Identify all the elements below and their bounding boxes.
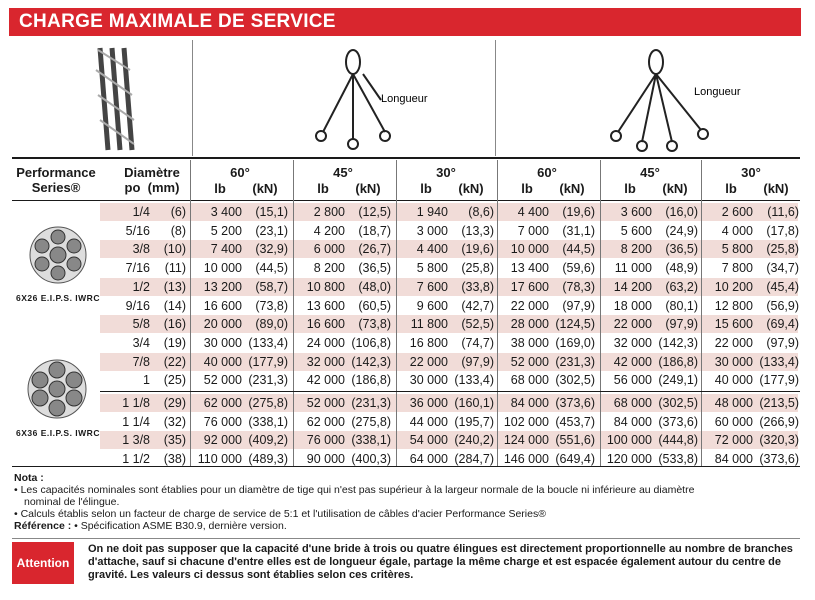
capacity-kn: (240,2)	[454, 433, 494, 448]
reference: Référence : • Spécification ASME B30.9, dernière version.	[14, 520, 287, 532]
diameter-mm: (10)	[163, 242, 186, 257]
sling-length-label-2: Longueur	[694, 86, 741, 98]
four-leg-sling-diagram	[496, 40, 802, 156]
capacity-kn: (23,1)	[255, 223, 288, 238]
capacity-kn: (48,0)	[358, 279, 391, 294]
capacity-kn: (44,5)	[562, 242, 595, 257]
capacity-kn: (74,7)	[461, 335, 494, 350]
attention-top-rule	[12, 538, 800, 539]
capacity-lb: 64 000	[409, 452, 448, 467]
capacity-lb: 4 200	[313, 223, 345, 238]
capacity-lb: 14 200	[613, 279, 652, 294]
angle-header: 60°	[230, 165, 250, 180]
capacity-kn: (177,9)	[759, 373, 799, 388]
capacity-lb: 22 000	[510, 298, 549, 313]
capacity-kn: (42,7)	[461, 298, 494, 313]
capacity-lb: 5 200	[210, 223, 242, 238]
capacity-kn: (11,6)	[767, 205, 799, 219]
wire-rope-icon	[12, 40, 192, 156]
capacity-kn: (400,3)	[351, 452, 391, 467]
capacity-kn: (231,3)	[555, 354, 595, 369]
capacity-lb: 38 000	[510, 335, 549, 350]
capacity-kn: (186,8)	[351, 373, 391, 388]
diameter-mm: (19)	[163, 335, 186, 350]
capacity-lb: 13 200	[203, 279, 242, 294]
capacity-kn: (213,5)	[759, 396, 799, 410]
diameter-po: 7/8	[132, 354, 150, 369]
capacity-kn: (97,9)	[766, 335, 799, 350]
angle-header: 45°	[333, 165, 353, 180]
capacity-lb: 11 800	[410, 317, 448, 332]
capacity-lb: 3 600	[620, 205, 652, 219]
capacity-kn: (15,1)	[255, 205, 288, 219]
capacity-lb: 52 000	[510, 354, 549, 369]
capacity-lb: 7 600	[416, 279, 448, 294]
capacity-kn: (36,5)	[358, 261, 391, 276]
capacity-lb: 16 600	[203, 298, 242, 313]
unit-kn-header: (kN)	[252, 181, 278, 196]
column-divider	[701, 160, 702, 466]
capacity-lb: 11 000	[614, 261, 652, 276]
angle-header: 30°	[436, 165, 456, 180]
diameter-header: Diamètre po (mm)	[124, 165, 180, 195]
cable-cross-section-icon	[28, 225, 88, 285]
capacity-kn: (302,5)	[555, 373, 595, 388]
diameter-po: 1 1/2	[122, 452, 150, 467]
capacity-lb: 8 200	[313, 261, 345, 276]
note-2: • Calculs établis selon un facteur de charge de service de 5:1 et l'utilisation de câbles d'acier Performance Series®	[14, 508, 546, 520]
capacity-lb: 62 000	[203, 396, 242, 410]
cable-6x26-label: 6X26 E.I.P.S. IWRC	[16, 293, 100, 303]
unit-lb-header: lb	[521, 181, 533, 196]
unit-lb-header: lb	[725, 181, 737, 196]
angle-header: 30°	[741, 165, 761, 180]
capacity-lb: 32 000	[613, 335, 652, 350]
capacity-lb: 10 800	[306, 279, 345, 294]
diameter-po: 1 3/8	[122, 433, 150, 448]
capacity-lb: 1 940	[416, 205, 448, 219]
capacity-lb: 68 000	[510, 373, 549, 388]
diameter-po: 5/8	[132, 317, 150, 332]
column-divider	[497, 160, 498, 466]
unit-kn-header: (kN)	[662, 181, 688, 196]
capacity-lb: 3 000	[416, 223, 448, 238]
capacity-lb: 22 000	[613, 317, 652, 332]
diameter-po: 9/16	[125, 298, 150, 313]
capacity-lb: 2 800	[313, 205, 345, 219]
capacity-kn: (551,6)	[555, 433, 595, 448]
capacity-kn: (73,8)	[358, 317, 391, 332]
capacity-lb: 120 000	[606, 452, 652, 467]
diameter-po: 1/2	[132, 279, 150, 294]
capacity-lb: 8 200	[620, 242, 652, 257]
capacity-kn: (26,7)	[358, 242, 391, 257]
capacity-lb: 76 000	[203, 414, 242, 429]
series-header: Performance Series®	[16, 165, 96, 195]
diameter-po: 7/16	[125, 261, 150, 276]
capacity-lb: 36 000	[409, 396, 448, 410]
diameter-mm: (14)	[163, 298, 186, 313]
capacity-lb: 12 800	[714, 298, 753, 313]
capacity-kn: (36,5)	[665, 242, 698, 257]
notes-heading: Nota :	[14, 472, 44, 484]
diameter-po: 1	[143, 373, 150, 388]
capacity-kn: (302,5)	[658, 396, 698, 410]
capacity-kn: (97,9)	[562, 298, 595, 313]
capacity-lb: 68 000	[613, 396, 652, 410]
capacity-kn: (195,7)	[454, 414, 494, 429]
diameter-mm: (38)	[163, 452, 186, 467]
diameter-mm: (22)	[163, 354, 186, 369]
diameter-po: 3/8	[132, 242, 150, 257]
diameter-mm: (29)	[163, 396, 186, 410]
sling-icon	[496, 40, 802, 156]
sling-length-label-1: Longueur	[381, 93, 428, 105]
unit-lb-header: lb	[624, 181, 636, 196]
capacity-kn: (338,1)	[248, 414, 288, 429]
capacity-lb: 9 600	[416, 298, 448, 313]
capacity-lb: 62 000	[306, 414, 345, 429]
note-1: • Les capacités nominales sont établies pour un diamètre de tige qui n'est pas supérieur à la largeur normale de la boucle ni inférieure au diamètre	[14, 484, 695, 496]
diameter-mm: (8)	[170, 223, 186, 238]
capacity-lb: 22 000	[409, 354, 448, 369]
wire-rope-image	[12, 40, 193, 156]
capacity-lb: 124 000	[503, 433, 549, 448]
capacity-kn: (33,8)	[461, 279, 494, 294]
capacity-lb: 52 000	[306, 396, 345, 410]
capacity-kn: (97,9)	[665, 317, 698, 332]
capacity-lb: 18 000	[613, 298, 652, 313]
capacity-kn: (63,2)	[665, 279, 698, 294]
diameter-po: 1/4	[132, 205, 150, 219]
capacity-kn: (89,0)	[255, 317, 288, 332]
cable-6x36-label: 6X36 E.I.P.S. IWRC	[16, 428, 100, 438]
capacity-lb: 7 800	[721, 261, 753, 276]
capacity-lb: 84 000	[510, 396, 549, 410]
unit-kn-header: (kN)	[458, 181, 484, 196]
capacity-kn: (97,9)	[461, 354, 494, 369]
capacity-lb: 60 000	[714, 414, 753, 429]
header-bottom-rule	[12, 200, 800, 201]
capacity-lb: 7 400	[210, 242, 242, 257]
diameter-po: 5/16	[125, 223, 150, 238]
capacity-kn: (169,0)	[555, 335, 595, 350]
capacity-lb: 17 600	[510, 279, 549, 294]
cable-cross-section-icon	[26, 358, 88, 420]
capacity-lb: 7 000	[517, 223, 549, 238]
capacity-kn: (32,9)	[255, 242, 288, 257]
table-bottom-rule	[12, 466, 800, 467]
sling-icon	[193, 40, 495, 156]
capacity-kn: (69,4)	[766, 317, 799, 332]
group-divider	[100, 391, 800, 392]
unit-kn-header: (kN)	[355, 181, 381, 196]
capacity-lb: 48 000	[714, 396, 753, 410]
diameter-po: 1 1/8	[122, 396, 150, 410]
capacity-kn: (275,8)	[351, 414, 391, 429]
capacity-lb: 72 000	[714, 433, 753, 448]
capacity-lb: 2 600	[721, 205, 753, 219]
capacity-kn: (275,8)	[248, 396, 288, 410]
diameter-mm: (16)	[163, 317, 186, 332]
capacity-lb: 24 000	[306, 335, 345, 350]
diameter-mm: (6)	[170, 205, 186, 219]
capacity-kn: (17,8)	[766, 223, 799, 238]
capacity-kn: (59,6)	[562, 261, 595, 276]
note-1-cont: nominal de l'élingue.	[24, 496, 120, 508]
capacity-lb: 52 000	[203, 373, 242, 388]
title-bar	[9, 8, 801, 36]
capacity-lb: 20 000	[203, 317, 242, 332]
diameter-mm: (25)	[163, 373, 186, 388]
capacity-kn: (44,5)	[255, 261, 288, 276]
diameter-mm: (11)	[164, 261, 186, 276]
capacity-kn: (231,3)	[248, 373, 288, 388]
capacity-lb: 100 000	[606, 433, 652, 448]
cable-6x36-image	[26, 358, 88, 425]
capacity-lb: 5 600	[620, 223, 652, 238]
diameter-mm: (32)	[163, 414, 186, 429]
capacity-kn: (409,2)	[248, 433, 288, 448]
capacity-kn: (649,4)	[555, 452, 595, 467]
capacity-kn: (338,1)	[351, 433, 391, 448]
capacity-kn: (80,1)	[665, 298, 698, 313]
angle-header: 60°	[537, 165, 557, 180]
capacity-kn: (533,8)	[658, 452, 698, 467]
capacity-lb: 40 000	[203, 354, 242, 369]
capacity-kn: (45,4)	[766, 279, 799, 294]
diameter-po: 1 1/4	[122, 414, 150, 429]
capacity-kn: (373,6)	[555, 396, 595, 410]
diameter-mm: (13)	[163, 279, 186, 294]
capacity-lb: 56 000	[613, 373, 652, 388]
capacity-lb: 76 000	[306, 433, 345, 448]
capacity-kn: (489,3)	[248, 452, 288, 467]
capacity-lb: 4 000	[721, 223, 753, 238]
capacity-lb: 10 000	[203, 261, 242, 276]
page-title: CHARGE MAXIMALE DE SERVICE	[19, 11, 336, 32]
capacity-kn: (24,9)	[665, 223, 698, 238]
capacity-lb: 13 400	[510, 261, 549, 276]
column-divider	[190, 160, 191, 466]
capacity-lb: 28 000	[510, 317, 549, 332]
capacity-kn: (8,6)	[468, 205, 494, 219]
capacity-lb: 5 800	[721, 242, 753, 257]
capacity-kn: (284,7)	[454, 452, 494, 467]
capacity-kn: (453,7)	[555, 414, 595, 429]
capacity-kn: (34,7)	[766, 261, 799, 276]
capacity-lb: 40 000	[714, 373, 753, 388]
capacity-lb: 10 000	[510, 242, 549, 257]
capacity-lb: 84 000	[613, 414, 652, 429]
capacity-lb: 42 000	[613, 354, 652, 369]
capacity-kn: (160,1)	[454, 396, 494, 410]
capacity-kn: (56,9)	[766, 298, 799, 313]
capacity-kn: (19,6)	[461, 242, 494, 257]
attention-text: On ne doit pas supposer que la capacité d'une bride à trois ou quatre élingues est directement proportionnelle au nombre de branches d'attache, sauf si chacune d'entre elles est de longueur égale, partage la même charge et est espacée également autour du centre de gravité. Les valeurs ci dessus sont établies selon ces critères.	[88, 543, 793, 581]
capacity-lb: 4 400	[517, 205, 549, 219]
unit-kn-header: (kN)	[763, 181, 789, 196]
capacity-kn: (177,9)	[248, 354, 288, 369]
capacity-lb: 3 400	[210, 205, 242, 219]
capacity-kn: (133,4)	[248, 335, 288, 350]
capacity-kn: (320,3)	[759, 433, 799, 448]
capacity-kn: (142,3)	[658, 335, 698, 350]
capacity-lb: 15 600	[714, 317, 753, 332]
capacity-kn: (106,8)	[351, 335, 391, 350]
capacity-kn: (25,8)	[461, 261, 494, 276]
capacity-kn: (31,1)	[562, 223, 595, 238]
capacity-kn: (58,7)	[255, 279, 288, 294]
capacity-kn: (73,8)	[255, 298, 288, 313]
capacity-lb: 10 200	[714, 279, 753, 294]
unit-kn-header: (kN)	[559, 181, 585, 196]
capacity-lb: 90 000	[306, 452, 345, 467]
capacity-lb: 16 600	[306, 317, 345, 332]
diameter-po: 3/4	[132, 335, 150, 350]
capacity-lb: 30 000	[203, 335, 242, 350]
capacity-kn: (266,9)	[759, 414, 799, 429]
capacity-kn: (142,3)	[351, 354, 391, 369]
unit-lb-header: lb	[214, 181, 226, 196]
capacity-kn: (25,8)	[766, 242, 799, 257]
cable-6x26-image	[28, 225, 88, 290]
capacity-kn: (249,1)	[658, 373, 698, 388]
capacity-lb: 84 000	[714, 452, 753, 467]
capacity-lb: 102 000	[503, 414, 549, 429]
capacity-lb: 54 000	[409, 433, 448, 448]
capacity-lb: 13 600	[306, 298, 345, 313]
capacity-kn: (13,3)	[461, 223, 494, 238]
angle-header: 45°	[640, 165, 660, 180]
capacity-kn: (373,6)	[759, 452, 799, 467]
capacity-lb: 32 000	[306, 354, 345, 369]
capacity-lb: 30 000	[714, 354, 753, 369]
capacity-kn: (186,8)	[658, 354, 698, 369]
capacity-kn: (48,9)	[665, 261, 698, 276]
capacity-lb: 92 000	[203, 433, 242, 448]
capacity-lb: 4 400	[416, 242, 448, 257]
capacity-kn: (133,4)	[454, 373, 494, 388]
unit-lb-header: lb	[420, 181, 432, 196]
capacity-kn: (60,5)	[358, 298, 391, 313]
column-divider	[396, 160, 397, 466]
capacity-kn: (133,4)	[759, 354, 799, 369]
column-divider	[600, 160, 601, 466]
capacity-lb: 22 000	[714, 335, 753, 350]
capacity-lb: 30 000	[409, 373, 448, 388]
capacity-kn: (19,6)	[562, 205, 595, 219]
column-divider	[293, 160, 294, 466]
capacity-kn: (52,5)	[461, 317, 494, 332]
capacity-kn: (444,8)	[658, 433, 698, 448]
capacity-kn: (373,6)	[658, 414, 698, 429]
attention-badge: Attention	[12, 542, 74, 584]
capacity-kn: (231,3)	[351, 396, 391, 410]
capacity-lb: 110 000	[197, 452, 242, 467]
unit-lb-header: lb	[317, 181, 329, 196]
capacity-kn: (18,7)	[358, 223, 391, 238]
header-top-rule	[12, 157, 800, 159]
diameter-mm: (35)	[163, 433, 186, 448]
capacity-kn: (16,0)	[665, 205, 698, 219]
capacity-lb: 42 000	[306, 373, 345, 388]
capacity-kn: (12,5)	[358, 205, 391, 219]
capacity-kn: (78,3)	[562, 279, 595, 294]
capacity-lb: 5 800	[416, 261, 448, 276]
capacity-lb: 44 000	[409, 414, 448, 429]
capacity-lb: 146 000	[503, 452, 549, 467]
three-leg-sling-diagram	[193, 40, 496, 156]
capacity-lb: 16 800	[409, 335, 448, 350]
capacity-lb: 6 000	[313, 242, 345, 257]
capacity-kn: (124,5)	[555, 317, 595, 332]
